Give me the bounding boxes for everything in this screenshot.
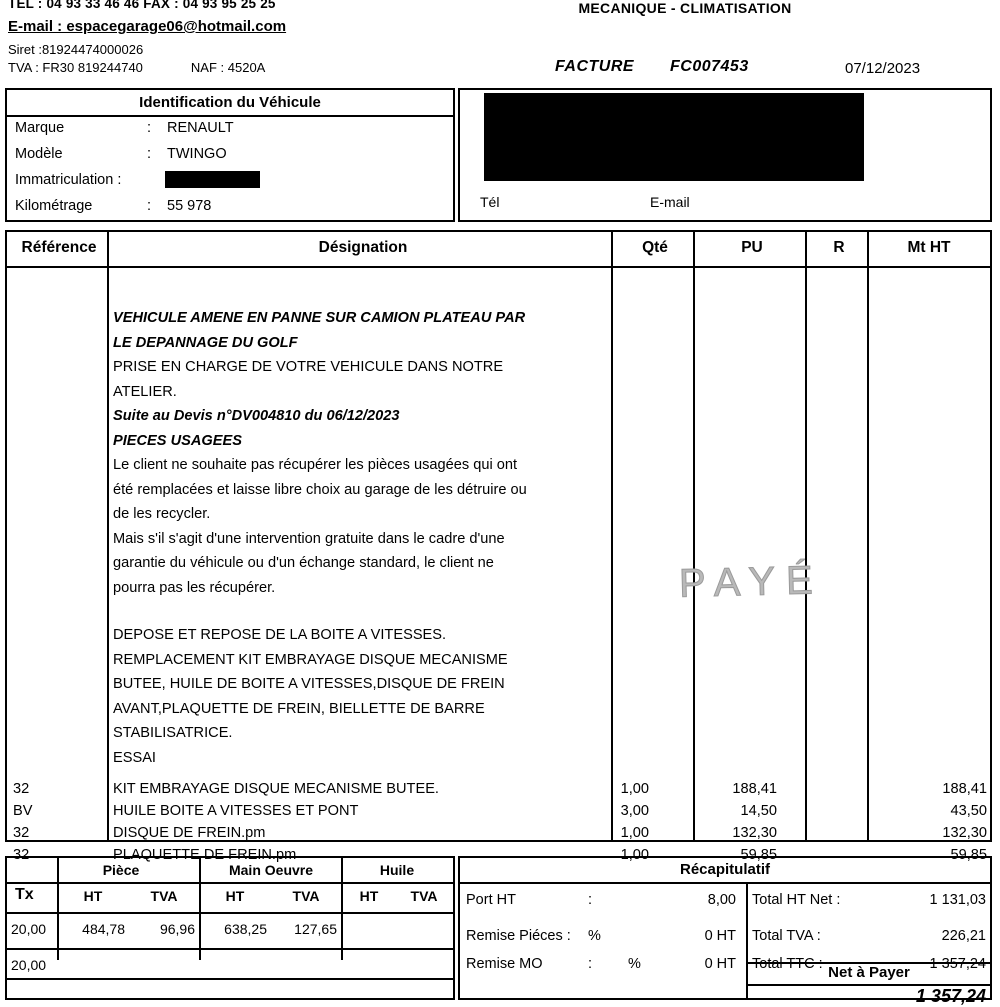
tax-breakdown-table — [5, 856, 455, 1000]
garage-email: E-mail : espacegarage06@hotmail.com — [8, 18, 287, 35]
item-designation: DISQUE DE FREIN.pm — [113, 825, 266, 841]
col-header-designation: Désignation — [318, 239, 408, 256]
vehicle-modele-colon: : — [147, 146, 152, 162]
tax-group-header-row — [7, 858, 453, 884]
recap-total-ht-value: 1 131,03 — [929, 892, 986, 908]
recap-row-remise-pieces — [460, 922, 990, 954]
tax-subheader-row — [7, 884, 453, 914]
recap-remise-pieces-value: 0 HT — [704, 928, 736, 944]
tax-sub-mo-ht: HT — [225, 888, 245, 904]
tax-tx-label: Tx — [15, 886, 34, 903]
recap-remise-pieces-label: Remise Piéces : — [466, 928, 571, 944]
desc-line: PIECES USAGEES — [113, 432, 242, 449]
item-qte: 3,00 — [620, 803, 649, 819]
vehicle-box-title: Identification du Véhicule — [7, 90, 453, 117]
desc-line: PRISE EN CHARGE DE VOTRE VEHICULE DANS NOTRE — [113, 359, 504, 375]
desc-line: VEHICULE AMENE EN PANNE SUR CAMION PLATEAU PAR — [113, 310, 526, 326]
item-reference: BV — [13, 803, 33, 819]
item-pu: 188,41 — [732, 781, 777, 797]
item-mtht: 132,30 — [942, 825, 987, 841]
desc-line: LE DEPANNAGE DU GOLF — [113, 334, 298, 351]
desc-line: garantie du véhicule ou d'un échange standard, le client ne — [113, 555, 494, 571]
item-qte: 1,00 — [620, 825, 649, 841]
col-header-mtht: Mt HT — [907, 239, 951, 256]
tax-row-mo-ht: 638,25 — [224, 921, 267, 937]
work-description — [113, 306, 633, 770]
tax-row-tx: 20,00 — [11, 921, 47, 937]
desc-line: REMPLACEMENT KIT EMBRAYAGE DISQUE MECANISME — [113, 651, 508, 668]
tax-sub-piece-ht: HT — [83, 888, 103, 904]
vehicle-modele-label: Modèle — [15, 146, 63, 162]
recap-net-value: 1 357,24 — [915, 986, 986, 1006]
recap-total-tva-label: Total TVA : — [752, 928, 821, 944]
vehicle-marque-value: RENAULT — [167, 120, 234, 136]
tax-sub-huile-ht: HT — [359, 888, 379, 904]
recap-remise-pieces-percent: % — [588, 928, 601, 944]
facture-date: 07/12/2023 — [845, 60, 921, 77]
garage-naf: NAF : 4520A — [190, 60, 266, 75]
vehicle-marque-colon: : — [147, 120, 152, 136]
recap-title: Récapitulatif — [460, 858, 990, 884]
recap-remise-mo-value: 0 HT — [704, 956, 736, 972]
vehicle-modele-value: TWINGO — [167, 146, 227, 162]
tax-group-piece: Pièce — [102, 862, 140, 878]
item-pu: 132,30 — [732, 825, 777, 841]
desc-line: Suite au Devis n°DV004810 du 06/12/2023 — [113, 408, 400, 424]
col-header-r: R — [833, 239, 845, 256]
tax-group-huile: Huile — [379, 862, 415, 878]
facture-label: FACTURE — [555, 58, 635, 75]
redacted-client-block — [484, 93, 864, 181]
recap-row-port — [460, 884, 990, 922]
tax-row-piece-tva: 96,96 — [159, 921, 195, 937]
desc-line: BUTEE, HUILE DE BOITE A VITESSES,DISQUE DE FREIN — [113, 676, 505, 692]
tax-row-piece-ht: 484,78 — [82, 921, 125, 937]
vehicle-marque-label: Marque — [15, 120, 65, 136]
col-header-qte: Qté — [642, 239, 668, 256]
desc-line: AVANT,PLAQUETTE DE FREIN, BIELLETTE DE BARRE — [113, 700, 485, 717]
tax-sub-huile-tva: TVA — [410, 888, 438, 904]
item-reference: 32 — [13, 825, 30, 841]
desc-line: Le client ne souhaite pas récupérer les pièces usagées qui ont — [113, 457, 518, 473]
desc-line: ESSAI — [113, 749, 156, 766]
desc-line: ATELIER. — [113, 383, 177, 400]
desc-line: été remplacées et laisse libre choix au garage de les détruire ou — [113, 481, 527, 498]
desc-line: de les recycler. — [113, 506, 211, 522]
client-box — [458, 88, 992, 222]
tax-sub-mo-tva: TVA — [292, 888, 320, 904]
recap-remise-mo-colon: : — [588, 956, 593, 972]
recapitulatif-box — [458, 856, 992, 1006]
garage-phone-fax: TEL : 04 93 33 46 46 FAX : 04 93 95 25 25 — [8, 0, 276, 11]
vehicle-kilometrage-colon: : — [147, 198, 152, 214]
col-header-pu: PU — [741, 239, 763, 256]
item-pu: 14,50 — [740, 803, 777, 819]
invoice-items-table — [5, 230, 992, 863]
recap-port-value: 8,00 — [707, 892, 736, 908]
tax-row-tx: 20,00 — [11, 957, 47, 973]
invoice-items-header — [7, 232, 990, 268]
vehicle-kilometrage-label: Kilométrage — [15, 198, 93, 214]
garage-siret: Siret :81924474000026 — [8, 42, 144, 57]
vehicle-kilometrage-value: 55 978 — [167, 198, 212, 214]
facture-number: FC007453 — [670, 58, 749, 75]
item-reference: 32 — [13, 781, 30, 797]
table-row — [7, 914, 453, 950]
client-email-label: E-mail — [650, 194, 690, 210]
redacted-plate — [165, 171, 260, 188]
recap-total-ttc-value: 1 357,24 — [929, 956, 986, 972]
tax-row-mo-tva: 127,65 — [294, 921, 337, 937]
vehicle-row-immatriculation — [7, 169, 453, 195]
vehicle-row-kilometrage — [7, 195, 453, 221]
recap-total-ttc-label: Total TTC : — [752, 956, 823, 972]
item-mtht: 43,50 — [950, 803, 987, 819]
recap-net-label: Net à Payer — [828, 964, 910, 981]
tax-sub-piece-tva: TVA — [150, 888, 178, 904]
header-left-block — [8, 0, 438, 75]
garage-tva-naf — [8, 60, 438, 75]
invoice-items-body — [7, 268, 990, 863]
desc-line: DEPOSE ET REPOSE DE LA BOITE A VITESSES. — [113, 627, 447, 643]
recap-total-tva-value: 226,21 — [941, 928, 986, 944]
vehicle-row-modele — [7, 143, 453, 169]
item-designation: PLAQUETTE DE FREIN.pm — [113, 847, 297, 863]
item-designation: KIT EMBRAYAGE DISQUE MECANISME BUTEE. — [113, 781, 439, 797]
vehicle-immatriculation-label: Immatriculation : — [15, 172, 122, 188]
item-pu: 59,85 — [740, 847, 777, 863]
desc-line: Mais s'il s'agit d'une intervention gratuite dans le cadre d'une — [113, 530, 505, 547]
item-designation: HUILE BOITE A VITESSES ET PONT — [113, 803, 359, 819]
vehicle-identification-box — [5, 88, 455, 222]
desc-spacer — [113, 600, 633, 623]
item-mtht: 59,85 — [950, 847, 987, 863]
item-qte: 1,00 — [620, 781, 649, 797]
client-tel-label: Tél — [480, 194, 500, 210]
table-row — [7, 950, 453, 980]
recap-remise-mo-label: Remise MO — [466, 956, 543, 972]
recap-port-label: Port HT — [466, 892, 516, 908]
desc-line: pourra pas les récupérer. — [113, 579, 276, 596]
item-qte: 1,00 — [620, 847, 649, 863]
desc-line: STABILISATRICE. — [113, 725, 233, 741]
garage-tva: TVA : FR30 819244740 — [8, 60, 143, 75]
vehicle-row-marque — [7, 117, 453, 143]
recap-port-colon: : — [588, 892, 593, 908]
recap-remise-mo-percent: % — [628, 956, 641, 972]
col-header-reference: Référence — [21, 239, 97, 256]
garage-activity: MECANIQUE - CLIMATISATION — [578, 0, 792, 16]
item-reference: 32 — [13, 847, 30, 863]
recap-total-ht-label: Total HT Net : — [752, 892, 841, 908]
paid-stamp-watermark: PAYÉ — [678, 558, 825, 606]
tax-group-main-oeuvre: Main Oeuvre — [228, 862, 314, 878]
item-mtht: 188,41 — [942, 781, 987, 797]
